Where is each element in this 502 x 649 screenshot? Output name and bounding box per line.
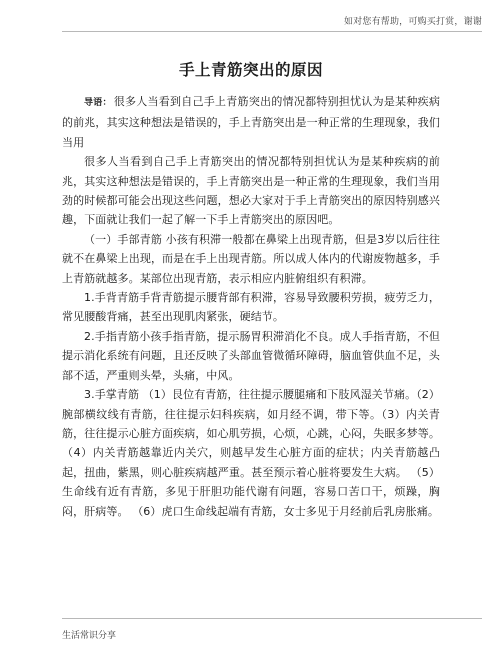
lead-paragraph — [62, 92, 440, 152]
header-note: 如对您有帮助，可购买打赏，谢谢 — [343, 17, 482, 27]
body-paragraph-finger-veins: 2.手指青筋小孩手指青筋，提示肠胃积滞消化不良。成人手指青筋，不但提示消化系统有问题，且还反映了头部血管微循环障碍，脑血管供血不足，头部不适，严重则头晕，头痛，中风。 — [62, 329, 440, 382]
lead-label: 导语： — [84, 98, 112, 108]
body-paragraph-palm-veins: 3.手掌青筋 （1）艮位有青筋，往往提示腰腿痛和下肢风湿关节痛。（2）腕部横纹线有青筋，往往提示妇科疾病，如月经不调，带下等。（3）内关青筋，往往提示心脏方面疾病，如心肌劳损，心烦，心跳，心闷，失眠多梦等。 （4）内关青筋越靠近内关穴，则越早发生心脏方面的症状；内关青筋越凸起，扭曲，紫黑，则心脏疾病越严重。甚至预示着心脏将要发生大病。 （5）生命线有近有青筋，多见于肝胆功能代谢有问题，容易口苦口干，烦躁，胸闷，肝病等。 （6）虎口生命线起端有青筋，女士多见于月经前后乳房胀痛。 — [62, 388, 440, 518]
body-paragraph-intro: 很多人当看到自己手上青筋突出的情况都特别担忧认为是某种疾病的前兆，其实这种想法是错误的，手上青筋突出是一种正常的生理现象，我们当用劲的时候都可能会出现这些问题，想必大家对于手上青筋突出的原因特别感兴趣，下面就让我们一起了解一下手上青筋突出的原因吧。 — [62, 155, 440, 227]
footer-divider — [62, 618, 482, 619]
document-body — [62, 92, 440, 521]
footer-note: 生活常识分享 — [62, 631, 117, 641]
body-paragraph-back-of-hand: 1.手背青筋手背青筋提示腰背部有积滞，容易导致腰积劳损，疲劳乏力，常见腰酸背痛，甚至出现肌肉紧张，硬结节。 — [62, 291, 440, 324]
header-divider — [62, 31, 482, 32]
body-paragraph-hand-veins: （一）手部青筋 小孩有积滞一般都在鼻梁上出现青筋，但是3岁以后往往就不在鼻梁上出现，而是在手上出现青筋。所以成人体内的代谢废物越多，手上青筋就越多。某部位出现青筋，表示相应内脏俯组织有积滞。 — [62, 232, 440, 285]
lead-text: 很多人当看到自己手上青筋突出的情况都特别担忧认为是某种疾病的前兆，其实这种想法是错误的，手上青筋突出是一种正常的生理现象，我们当用 — [62, 95, 440, 149]
document-title: 手上青筋突出的原因 — [178, 61, 323, 79]
